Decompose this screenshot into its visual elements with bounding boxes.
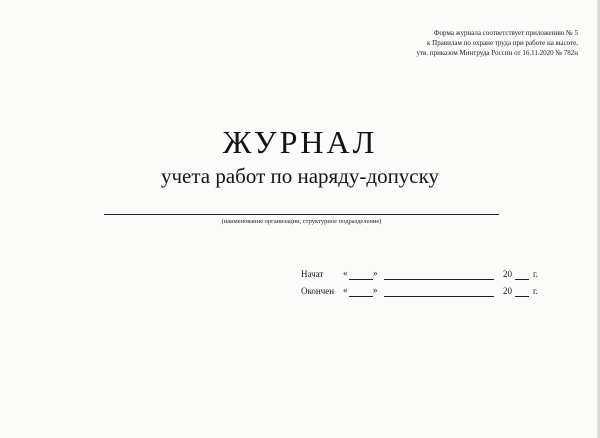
start-day-quote-close: » (373, 268, 378, 278)
regulation-notice-line-2: к Правилам по охране труда при работе на высоте, (427, 39, 578, 47)
regulation-notice-line-3: утв. приказом Минтруда России от 16.11.2020 № 782н (416, 49, 578, 57)
end-year-blank (515, 296, 529, 297)
end-day-blank (349, 296, 373, 297)
end-day-quote-open: « (343, 285, 348, 295)
organization-name-line (104, 214, 499, 215)
start-year-suffix: г. (533, 269, 538, 279)
end-year-prefix: 20 (503, 286, 512, 296)
end-year-suffix: г. (533, 286, 538, 296)
end-day-quote-close: » (373, 285, 378, 295)
start-day-quote-open: « (343, 268, 348, 278)
start-year-prefix: 20 (503, 269, 512, 279)
organization-caption: (наименование организации, структурное подразделение) (221, 218, 382, 225)
regulation-notice-line-1: Форма журнала соответствует приложению № 5 (434, 29, 578, 37)
regulation-notice (348, 28, 578, 58)
journal-subtitle: учета работ по наряду-допуску (160, 164, 440, 188)
start-year-blank (515, 279, 529, 280)
end-date-label: Окончен (301, 286, 335, 296)
journal-title: ЖУРНАЛ (222, 124, 378, 160)
start-month-blank (384, 279, 494, 280)
start-date-label: Начат (301, 269, 324, 279)
start-day-blank (349, 279, 373, 280)
end-month-blank (384, 296, 494, 297)
